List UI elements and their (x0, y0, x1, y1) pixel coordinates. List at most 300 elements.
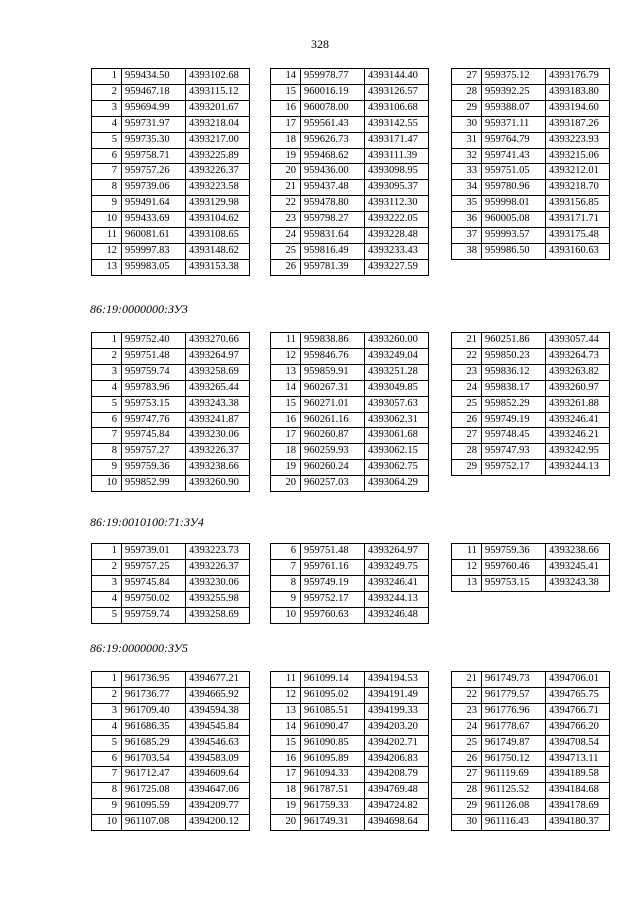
x-coordinate: 959561.43 (301, 116, 365, 132)
x-coordinate: 959750.02 (122, 591, 186, 607)
table-row (271, 783, 429, 799)
x-coordinate: 959753.15 (482, 575, 546, 591)
point-number: 5 (92, 607, 122, 623)
table-row (92, 544, 250, 560)
point-number: 35 (452, 196, 482, 212)
point-number: 15 (271, 396, 301, 412)
point-number: 22 (452, 348, 482, 364)
y-coordinate: 4393142.55 (365, 116, 429, 132)
table-row (452, 719, 610, 735)
coordinates-table (451, 543, 610, 592)
table-row (271, 412, 429, 428)
y-coordinate: 4394766.71 (546, 703, 610, 719)
y-coordinate: 4393243.38 (186, 396, 250, 412)
table-row (452, 444, 610, 460)
point-number: 33 (452, 164, 482, 180)
y-coordinate: 4393255.98 (186, 591, 250, 607)
x-coordinate: 959780.96 (482, 180, 546, 196)
point-number: 2 (92, 348, 122, 364)
point-number: 24 (452, 380, 482, 396)
table-row (271, 333, 429, 349)
table-row (452, 703, 610, 719)
point-number: 5 (92, 735, 122, 751)
x-coordinate: 959753.15 (122, 396, 186, 412)
x-coordinate: 959986.50 (482, 243, 546, 259)
table-row (271, 687, 429, 703)
point-number: 25 (452, 396, 482, 412)
table-row (271, 259, 429, 275)
point-number: 19 (271, 460, 301, 476)
point-number: 2 (92, 84, 122, 100)
x-coordinate: 959375.12 (482, 69, 546, 85)
point-number: 8 (271, 575, 301, 591)
y-coordinate: 4394194.53 (365, 672, 429, 688)
x-coordinate: 960259.93 (301, 444, 365, 460)
y-coordinate: 4393264.97 (365, 544, 429, 560)
x-coordinate: 959437.48 (301, 180, 365, 196)
x-coordinate: 959751.48 (301, 544, 365, 560)
point-number: 19 (271, 799, 301, 815)
y-coordinate: 4393183.80 (546, 84, 610, 100)
table-row (452, 815, 610, 831)
y-coordinate: 4393258.69 (186, 364, 250, 380)
point-number: 36 (452, 212, 482, 228)
point-number: 12 (271, 348, 301, 364)
y-coordinate: 4393263.82 (546, 364, 610, 380)
table-row (452, 783, 610, 799)
point-number: 3 (92, 703, 122, 719)
y-coordinate: 4393260.97 (546, 380, 610, 396)
table-row (452, 687, 610, 703)
table-row (92, 380, 250, 396)
table-row (92, 607, 250, 623)
x-coordinate: 959757.25 (122, 559, 186, 575)
x-coordinate: 959760.63 (301, 607, 365, 623)
y-coordinate: 4394208.79 (365, 767, 429, 783)
point-number: 8 (92, 180, 122, 196)
table-row (452, 672, 610, 688)
y-coordinate: 4393148.62 (186, 243, 250, 259)
table-row (92, 799, 250, 815)
point-number: 13 (452, 575, 482, 591)
point-number: 8 (92, 783, 122, 799)
point-number: 11 (271, 672, 301, 688)
table-row (92, 259, 250, 275)
point-number: 13 (92, 259, 122, 275)
table-row (452, 799, 610, 815)
x-coordinate: 960005.08 (482, 212, 546, 228)
point-number: 1 (92, 333, 122, 349)
x-coordinate: 961686.35 (122, 719, 186, 735)
x-coordinate: 961099.14 (301, 672, 365, 688)
y-coordinate: 4393226.37 (186, 559, 250, 575)
x-coordinate: 959741.43 (482, 148, 546, 164)
point-number: 7 (92, 428, 122, 444)
y-coordinate: 4394199.33 (365, 703, 429, 719)
point-number: 27 (452, 428, 482, 444)
table-row (92, 460, 250, 476)
y-coordinate: 4393260.90 (186, 476, 250, 492)
point-number: 3 (92, 575, 122, 591)
table-row (452, 751, 610, 767)
point-number: 24 (452, 719, 482, 735)
y-coordinate: 4393238.66 (546, 544, 610, 560)
y-coordinate: 4393223.58 (186, 180, 250, 196)
table-row (92, 69, 250, 85)
y-coordinate: 4393175.48 (546, 228, 610, 244)
table-row (92, 100, 250, 116)
point-number: 27 (452, 767, 482, 783)
x-coordinate: 959752.17 (482, 460, 546, 476)
point-number: 21 (452, 672, 482, 688)
x-coordinate: 961778.67 (482, 719, 546, 735)
point-number: 29 (452, 460, 482, 476)
table-row (92, 719, 250, 735)
table-row (271, 767, 429, 783)
y-coordinate: 4394609.64 (186, 767, 250, 783)
table-row (271, 380, 429, 396)
x-coordinate: 959749.19 (482, 412, 546, 428)
table-row (92, 815, 250, 831)
x-coordinate: 959751.05 (482, 164, 546, 180)
y-coordinate: 4393261.88 (546, 396, 610, 412)
point-number: 9 (92, 460, 122, 476)
y-coordinate: 4393264.73 (546, 348, 610, 364)
point-number: 37 (452, 228, 482, 244)
table-row (92, 783, 250, 799)
y-coordinate: 4394191.49 (365, 687, 429, 703)
x-coordinate: 959993.57 (482, 228, 546, 244)
x-coordinate: 959760.46 (482, 559, 546, 575)
y-coordinate: 4394708.54 (546, 735, 610, 751)
table-row (92, 132, 250, 148)
table-row (452, 428, 610, 444)
table-row (271, 84, 429, 100)
table-row (92, 559, 250, 575)
x-coordinate: 959757.26 (122, 164, 186, 180)
table-row (452, 116, 610, 132)
y-coordinate: 4394647.06 (186, 783, 250, 799)
y-coordinate: 4394184.68 (546, 783, 610, 799)
y-coordinate: 4394677.21 (186, 672, 250, 688)
coordinates-table (91, 332, 250, 492)
point-number: 18 (271, 132, 301, 148)
y-coordinate: 4393112.30 (365, 196, 429, 212)
table-row (271, 735, 429, 751)
point-number: 20 (271, 476, 301, 492)
y-coordinate: 4394209.77 (186, 799, 250, 815)
x-coordinate: 959764.79 (482, 132, 546, 148)
section-title: 86:19:0000000:ЗУ5 (90, 641, 188, 655)
point-number: 20 (271, 815, 301, 831)
x-coordinate: 959626.73 (301, 132, 365, 148)
x-coordinate: 959838.86 (301, 333, 365, 349)
y-coordinate: 4394724.82 (365, 799, 429, 815)
x-coordinate: 961776.96 (482, 703, 546, 719)
point-number: 7 (271, 559, 301, 575)
y-coordinate: 4393249.04 (365, 348, 429, 364)
x-coordinate: 961787.51 (301, 783, 365, 799)
y-coordinate: 4393126.57 (365, 84, 429, 100)
table-row (452, 69, 610, 85)
y-coordinate: 4394594.38 (186, 703, 250, 719)
y-coordinate: 4393222.05 (365, 212, 429, 228)
y-coordinate: 4394765.75 (546, 687, 610, 703)
point-number: 18 (271, 444, 301, 460)
y-coordinate: 4393238.66 (186, 460, 250, 476)
x-coordinate: 959758.71 (122, 148, 186, 164)
x-coordinate: 961750.12 (482, 751, 546, 767)
x-coordinate: 959751.48 (122, 348, 186, 364)
table-row (452, 100, 610, 116)
y-coordinate: 4393270.66 (186, 333, 250, 349)
y-coordinate: 4393246.41 (365, 575, 429, 591)
y-coordinate: 4394713.11 (546, 751, 610, 767)
x-coordinate: 961749.31 (301, 815, 365, 831)
table-row (271, 396, 429, 412)
table-row (92, 428, 250, 444)
x-coordinate: 960078.00 (301, 100, 365, 116)
y-coordinate: 4393061.68 (365, 428, 429, 444)
table-row (271, 116, 429, 132)
point-number: 16 (271, 100, 301, 116)
coordinates-table (270, 543, 429, 624)
x-coordinate: 959838.17 (482, 380, 546, 396)
point-number: 4 (92, 380, 122, 396)
x-coordinate: 961095.59 (122, 799, 186, 815)
point-number: 10 (92, 476, 122, 492)
x-coordinate: 959836.12 (482, 364, 546, 380)
x-coordinate: 961090.47 (301, 719, 365, 735)
point-number: 14 (271, 69, 301, 85)
point-number: 29 (452, 100, 482, 116)
x-coordinate: 959761.16 (301, 559, 365, 575)
x-coordinate: 959783.96 (122, 380, 186, 396)
y-coordinate: 4394546.63 (186, 735, 250, 751)
table-row (452, 348, 610, 364)
y-coordinate: 4393215.06 (546, 148, 610, 164)
point-number: 5 (92, 132, 122, 148)
x-coordinate: 960261.16 (301, 412, 365, 428)
table-row (271, 559, 429, 575)
point-number: 7 (92, 767, 122, 783)
point-number: 28 (452, 444, 482, 460)
y-coordinate: 4394583.09 (186, 751, 250, 767)
table-row (92, 396, 250, 412)
table-row (452, 412, 610, 428)
table-row (452, 396, 610, 412)
table-row (271, 544, 429, 560)
x-coordinate: 959978.77 (301, 69, 365, 85)
x-coordinate: 959467.18 (122, 84, 186, 100)
coordinates-table (451, 68, 610, 260)
y-coordinate: 4393201.67 (186, 100, 250, 116)
table-row (92, 735, 250, 751)
x-coordinate: 959731.97 (122, 116, 186, 132)
y-coordinate: 4393156.85 (546, 196, 610, 212)
table-row (92, 703, 250, 719)
table-row (92, 228, 250, 244)
y-coordinate: 4394200.12 (186, 815, 250, 831)
table-row (271, 148, 429, 164)
x-coordinate: 959478.80 (301, 196, 365, 212)
point-number: 5 (92, 396, 122, 412)
y-coordinate: 4393129.98 (186, 196, 250, 212)
x-coordinate: 959371.11 (482, 116, 546, 132)
x-coordinate: 959745.84 (122, 428, 186, 444)
table-row (92, 243, 250, 259)
y-coordinate: 4394706.01 (546, 672, 610, 688)
x-coordinate: 959757.27 (122, 444, 186, 460)
x-coordinate: 959434.50 (122, 69, 186, 85)
table-row (452, 164, 610, 180)
point-number: 16 (271, 412, 301, 428)
y-coordinate: 4393176.79 (546, 69, 610, 85)
x-coordinate: 959997.83 (122, 243, 186, 259)
y-coordinate: 4393194.60 (546, 100, 610, 116)
point-number: 13 (271, 364, 301, 380)
point-number: 1 (92, 69, 122, 85)
x-coordinate: 959998.01 (482, 196, 546, 212)
x-coordinate: 959759.74 (122, 607, 186, 623)
x-coordinate: 959752.17 (301, 591, 365, 607)
x-coordinate: 959747.93 (482, 444, 546, 460)
x-coordinate: 959748.45 (482, 428, 546, 444)
table-row (452, 212, 610, 228)
table-row (92, 591, 250, 607)
point-number: 16 (271, 751, 301, 767)
table-row (452, 228, 610, 244)
y-coordinate: 4394545.84 (186, 719, 250, 735)
point-number: 26 (271, 259, 301, 275)
x-coordinate: 961116.43 (482, 815, 546, 831)
x-coordinate: 959436.00 (301, 164, 365, 180)
x-coordinate: 959759.36 (482, 544, 546, 560)
y-coordinate: 4394766.20 (546, 719, 610, 735)
section-title: 86:19:0010100:71:ЗУ4 (90, 515, 204, 529)
coordinates-table (270, 332, 429, 492)
table-row (271, 607, 429, 623)
coordinates-table (451, 671, 610, 831)
x-coordinate: 961125.52 (482, 783, 546, 799)
x-coordinate: 959850.23 (482, 348, 546, 364)
table-row (452, 364, 610, 380)
x-coordinate: 961685.29 (122, 735, 186, 751)
point-number: 27 (452, 69, 482, 85)
coordinates-table (91, 543, 250, 624)
x-coordinate: 960271.01 (301, 396, 365, 412)
y-coordinate: 4393264.97 (186, 348, 250, 364)
table-row (271, 799, 429, 815)
x-coordinate: 961709.40 (122, 703, 186, 719)
table-row (271, 212, 429, 228)
y-coordinate: 4393187.26 (546, 116, 610, 132)
y-coordinate: 4393062.75 (365, 460, 429, 476)
point-number: 23 (271, 212, 301, 228)
table-row (452, 132, 610, 148)
x-coordinate: 959759.74 (122, 364, 186, 380)
table-row (92, 412, 250, 428)
y-coordinate: 4393230.06 (186, 428, 250, 444)
x-coordinate: 959831.64 (301, 228, 365, 244)
x-coordinate: 959694.99 (122, 100, 186, 116)
point-number: 31 (452, 132, 482, 148)
y-coordinate: 4393244.13 (546, 460, 610, 476)
point-number: 1 (92, 544, 122, 560)
point-number: 26 (452, 751, 482, 767)
y-coordinate: 4393265.44 (186, 380, 250, 396)
x-coordinate: 961736.95 (122, 672, 186, 688)
point-number: 9 (271, 591, 301, 607)
point-number: 15 (271, 735, 301, 751)
point-number: 23 (452, 703, 482, 719)
point-number: 10 (92, 212, 122, 228)
x-coordinate: 960251.86 (482, 333, 546, 349)
x-coordinate: 959392.25 (482, 84, 546, 100)
x-coordinate: 959468.62 (301, 148, 365, 164)
table-row (271, 196, 429, 212)
x-coordinate: 961107.08 (122, 815, 186, 831)
y-coordinate: 4393243.38 (546, 575, 610, 591)
point-number: 22 (271, 196, 301, 212)
point-number: 18 (271, 783, 301, 799)
y-coordinate: 4393057.63 (365, 396, 429, 412)
table-row (452, 180, 610, 196)
table-row (271, 180, 429, 196)
x-coordinate: 959983.05 (122, 259, 186, 275)
table-row (271, 243, 429, 259)
y-coordinate: 4393049.85 (365, 380, 429, 396)
x-coordinate: 959752.40 (122, 333, 186, 349)
point-number: 19 (271, 148, 301, 164)
y-coordinate: 4394203.20 (365, 719, 429, 735)
table-row (271, 751, 429, 767)
table-row (271, 719, 429, 735)
x-coordinate: 961749.87 (482, 735, 546, 751)
y-coordinate: 4393233.43 (365, 243, 429, 259)
point-number: 26 (452, 412, 482, 428)
x-coordinate: 961712.47 (122, 767, 186, 783)
point-number: 20 (271, 164, 301, 180)
y-coordinate: 4394665.92 (186, 687, 250, 703)
table-row (271, 703, 429, 719)
point-number: 6 (92, 148, 122, 164)
point-number: 22 (452, 687, 482, 703)
y-coordinate: 4393062.31 (365, 412, 429, 428)
point-number: 6 (92, 751, 122, 767)
y-coordinate: 4393228.48 (365, 228, 429, 244)
y-coordinate: 4393218.04 (186, 116, 250, 132)
point-number: 25 (452, 735, 482, 751)
x-coordinate: 959859.91 (301, 364, 365, 380)
y-coordinate: 4394769.48 (365, 783, 429, 799)
point-number: 3 (92, 100, 122, 116)
y-coordinate: 4393226.37 (186, 444, 250, 460)
y-coordinate: 4394180.37 (546, 815, 610, 831)
point-number: 30 (452, 815, 482, 831)
y-coordinate: 4393160.63 (546, 243, 610, 259)
x-coordinate: 959739.01 (122, 544, 186, 560)
point-number: 13 (271, 703, 301, 719)
point-number: 24 (271, 228, 301, 244)
y-coordinate: 4393246.21 (546, 428, 610, 444)
point-number: 1 (92, 672, 122, 688)
x-coordinate: 961119.69 (482, 767, 546, 783)
table-row (92, 751, 250, 767)
y-coordinate: 4393260.00 (365, 333, 429, 349)
table-row (452, 333, 610, 349)
table-row (92, 575, 250, 591)
